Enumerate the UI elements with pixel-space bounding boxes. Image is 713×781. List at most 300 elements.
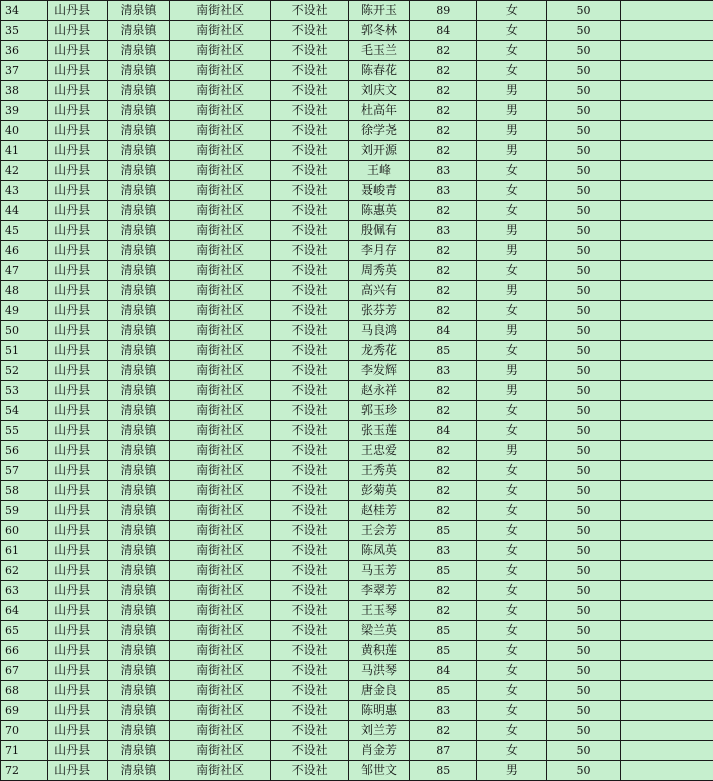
town-cell[interactable]: 清泉镇	[108, 481, 170, 501]
community-cell[interactable]: 南街社区	[170, 381, 271, 401]
name-cell[interactable]: 王会芳	[348, 521, 409, 541]
table-row[interactable]	[1, 381, 713, 401]
name-cell[interactable]: 肖金芳	[348, 741, 409, 761]
community-cell[interactable]: 南街社区	[170, 101, 271, 121]
row-number-cell[interactable]: 71	[1, 741, 48, 761]
name-cell[interactable]: 赵永祥	[348, 381, 409, 401]
town-cell[interactable]: 清泉镇	[108, 661, 170, 681]
group-cell[interactable]: 不设社	[271, 461, 349, 481]
sex-cell[interactable]: 女	[477, 481, 547, 501]
amount-cell[interactable]: 50	[547, 161, 620, 181]
age-cell[interactable]: 83	[410, 361, 477, 381]
empty-cell[interactable]	[620, 441, 713, 461]
group-cell[interactable]: 不设社	[271, 21, 349, 41]
county-cell[interactable]: 山丹县	[48, 121, 108, 141]
name-cell[interactable]: 陈春花	[348, 61, 409, 81]
group-cell[interactable]: 不设社	[271, 661, 349, 681]
group-cell[interactable]: 不设社	[271, 341, 349, 361]
age-cell[interactable]: 83	[410, 541, 477, 561]
name-cell[interactable]: 王秀英	[348, 461, 409, 481]
empty-cell[interactable]	[620, 361, 713, 381]
age-cell[interactable]: 83	[410, 221, 477, 241]
table-row[interactable]	[1, 241, 713, 261]
community-cell[interactable]: 南街社区	[170, 741, 271, 761]
row-number-cell[interactable]: 40	[1, 121, 48, 141]
age-cell[interactable]: 83	[410, 181, 477, 201]
name-cell[interactable]: 王峰	[348, 161, 409, 181]
row-number-cell[interactable]: 41	[1, 141, 48, 161]
empty-cell[interactable]	[620, 41, 713, 61]
county-cell[interactable]: 山丹县	[48, 441, 108, 461]
age-cell[interactable]: 82	[410, 481, 477, 501]
row-number-cell[interactable]: 34	[1, 1, 48, 21]
sex-cell[interactable]: 男	[477, 221, 547, 241]
table-row[interactable]	[1, 741, 713, 761]
county-cell[interactable]: 山丹县	[48, 461, 108, 481]
sex-cell[interactable]: 女	[477, 1, 547, 21]
amount-cell[interactable]: 50	[547, 301, 620, 321]
name-cell[interactable]: 杜高年	[348, 101, 409, 121]
empty-cell[interactable]	[620, 381, 713, 401]
empty-cell[interactable]	[620, 661, 713, 681]
name-cell[interactable]: 李月存	[348, 241, 409, 261]
row-number-cell[interactable]: 44	[1, 201, 48, 221]
name-cell[interactable]: 刘庆文	[348, 81, 409, 101]
sex-cell[interactable]: 女	[477, 681, 547, 701]
age-cell[interactable]: 82	[410, 721, 477, 741]
table-row[interactable]	[1, 361, 713, 381]
sex-cell[interactable]: 女	[477, 621, 547, 641]
table-row[interactable]	[1, 721, 713, 741]
row-number-cell[interactable]: 51	[1, 341, 48, 361]
row-number-cell[interactable]: 64	[1, 601, 48, 621]
row-number-cell[interactable]: 59	[1, 501, 48, 521]
table-row[interactable]	[1, 501, 713, 521]
sex-cell[interactable]: 女	[477, 701, 547, 721]
amount-cell[interactable]: 50	[547, 581, 620, 601]
county-cell[interactable]: 山丹县	[48, 561, 108, 581]
age-cell[interactable]: 82	[410, 501, 477, 521]
county-cell[interactable]: 山丹县	[48, 681, 108, 701]
group-cell[interactable]: 不设社	[271, 521, 349, 541]
town-cell[interactable]: 清泉镇	[108, 461, 170, 481]
community-cell[interactable]: 南街社区	[170, 461, 271, 481]
amount-cell[interactable]: 50	[547, 401, 620, 421]
town-cell[interactable]: 清泉镇	[108, 701, 170, 721]
community-cell[interactable]: 南街社区	[170, 141, 271, 161]
name-cell[interactable]: 赵桂芳	[348, 501, 409, 521]
county-cell[interactable]: 山丹县	[48, 1, 108, 21]
town-cell[interactable]: 清泉镇	[108, 381, 170, 401]
sex-cell[interactable]: 女	[477, 601, 547, 621]
empty-cell[interactable]	[620, 301, 713, 321]
table-row[interactable]	[1, 301, 713, 321]
group-cell[interactable]: 不设社	[271, 361, 349, 381]
sex-cell[interactable]: 女	[477, 501, 547, 521]
community-cell[interactable]: 南街社区	[170, 361, 271, 381]
name-cell[interactable]: 陈明惠	[348, 701, 409, 721]
sex-cell[interactable]: 女	[477, 581, 547, 601]
sex-cell[interactable]: 女	[477, 561, 547, 581]
community-cell[interactable]: 南街社区	[170, 21, 271, 41]
empty-cell[interactable]	[620, 501, 713, 521]
table-row[interactable]	[1, 121, 713, 141]
sex-cell[interactable]: 女	[477, 41, 547, 61]
age-cell[interactable]: 84	[410, 21, 477, 41]
community-cell[interactable]: 南街社区	[170, 41, 271, 61]
community-cell[interactable]: 南街社区	[170, 1, 271, 21]
amount-cell[interactable]: 50	[547, 501, 620, 521]
name-cell[interactable]: 李发辉	[348, 361, 409, 381]
sex-cell[interactable]: 女	[477, 161, 547, 181]
county-cell[interactable]: 山丹县	[48, 501, 108, 521]
table-row[interactable]	[1, 101, 713, 121]
community-cell[interactable]: 南街社区	[170, 201, 271, 221]
row-number-cell[interactable]: 46	[1, 241, 48, 261]
county-cell[interactable]: 山丹县	[48, 201, 108, 221]
amount-cell[interactable]: 50	[547, 641, 620, 661]
county-cell[interactable]: 山丹县	[48, 341, 108, 361]
age-cell[interactable]: 84	[410, 661, 477, 681]
amount-cell[interactable]: 50	[547, 681, 620, 701]
age-cell[interactable]: 82	[410, 81, 477, 101]
row-number-cell[interactable]: 39	[1, 101, 48, 121]
name-cell[interactable]: 聂峻青	[348, 181, 409, 201]
group-cell[interactable]: 不设社	[271, 501, 349, 521]
empty-cell[interactable]	[620, 481, 713, 501]
empty-cell[interactable]	[620, 721, 713, 741]
empty-cell[interactable]	[620, 161, 713, 181]
empty-cell[interactable]	[620, 21, 713, 41]
community-cell[interactable]: 南街社区	[170, 661, 271, 681]
empty-cell[interactable]	[620, 421, 713, 441]
name-cell[interactable]: 唐金良	[348, 681, 409, 701]
age-cell[interactable]: 82	[410, 401, 477, 421]
row-number-cell[interactable]: 37	[1, 61, 48, 81]
community-cell[interactable]: 南街社区	[170, 161, 271, 181]
town-cell[interactable]: 清泉镇	[108, 721, 170, 741]
sex-cell[interactable]: 男	[477, 281, 547, 301]
town-cell[interactable]: 清泉镇	[108, 641, 170, 661]
group-cell[interactable]: 不设社	[271, 381, 349, 401]
community-cell[interactable]: 南街社区	[170, 321, 271, 341]
age-cell[interactable]: 82	[410, 461, 477, 481]
community-cell[interactable]: 南街社区	[170, 261, 271, 281]
table-row[interactable]	[1, 421, 713, 441]
amount-cell[interactable]: 50	[547, 481, 620, 501]
town-cell[interactable]: 清泉镇	[108, 441, 170, 461]
town-cell[interactable]: 清泉镇	[108, 561, 170, 581]
group-cell[interactable]: 不设社	[271, 61, 349, 81]
amount-cell[interactable]: 50	[547, 341, 620, 361]
row-number-cell[interactable]: 56	[1, 441, 48, 461]
age-cell[interactable]: 82	[410, 601, 477, 621]
sex-cell[interactable]: 女	[477, 61, 547, 81]
name-cell[interactable]: 黄积莲	[348, 641, 409, 661]
community-cell[interactable]: 南街社区	[170, 521, 271, 541]
community-cell[interactable]: 南街社区	[170, 601, 271, 621]
community-cell[interactable]: 南街社区	[170, 681, 271, 701]
group-cell[interactable]: 不设社	[271, 761, 349, 781]
age-cell[interactable]: 82	[410, 301, 477, 321]
amount-cell[interactable]: 50	[547, 141, 620, 161]
county-cell[interactable]: 山丹县	[48, 581, 108, 601]
town-cell[interactable]: 清泉镇	[108, 201, 170, 221]
table-row[interactable]	[1, 341, 713, 361]
row-number-cell[interactable]: 48	[1, 281, 48, 301]
amount-cell[interactable]: 50	[547, 461, 620, 481]
community-cell[interactable]: 南街社区	[170, 481, 271, 501]
town-cell[interactable]: 清泉镇	[108, 741, 170, 761]
empty-cell[interactable]	[620, 741, 713, 761]
age-cell[interactable]: 84	[410, 321, 477, 341]
county-cell[interactable]: 山丹县	[48, 361, 108, 381]
empty-cell[interactable]	[620, 261, 713, 281]
sex-cell[interactable]: 女	[477, 541, 547, 561]
community-cell[interactable]: 南街社区	[170, 181, 271, 201]
row-number-cell[interactable]: 65	[1, 621, 48, 641]
row-number-cell[interactable]: 66	[1, 641, 48, 661]
sex-cell[interactable]: 女	[477, 661, 547, 681]
table-row[interactable]	[1, 581, 713, 601]
county-cell[interactable]: 山丹县	[48, 61, 108, 81]
sex-cell[interactable]: 男	[477, 141, 547, 161]
amount-cell[interactable]: 50	[547, 101, 620, 121]
age-cell[interactable]: 82	[410, 241, 477, 261]
age-cell[interactable]: 85	[410, 681, 477, 701]
sex-cell[interactable]: 女	[477, 461, 547, 481]
table-row[interactable]	[1, 761, 713, 781]
empty-cell[interactable]	[620, 121, 713, 141]
community-cell[interactable]: 南街社区	[170, 541, 271, 561]
name-cell[interactable]: 刘开源	[348, 141, 409, 161]
name-cell[interactable]: 郭冬林	[348, 21, 409, 41]
sex-cell[interactable]: 男	[477, 441, 547, 461]
county-cell[interactable]: 山丹县	[48, 101, 108, 121]
amount-cell[interactable]: 50	[547, 741, 620, 761]
row-number-cell[interactable]: 35	[1, 21, 48, 41]
empty-cell[interactable]	[620, 621, 713, 641]
group-cell[interactable]: 不设社	[271, 541, 349, 561]
community-cell[interactable]: 南街社区	[170, 221, 271, 241]
table-row[interactable]	[1, 541, 713, 561]
town-cell[interactable]: 清泉镇	[108, 501, 170, 521]
community-cell[interactable]: 南街社区	[170, 501, 271, 521]
sex-cell[interactable]: 女	[477, 301, 547, 321]
community-cell[interactable]: 南街社区	[170, 341, 271, 361]
town-cell[interactable]: 清泉镇	[108, 321, 170, 341]
town-cell[interactable]: 清泉镇	[108, 521, 170, 541]
community-cell[interactable]: 南街社区	[170, 121, 271, 141]
empty-cell[interactable]	[620, 281, 713, 301]
county-cell[interactable]: 山丹县	[48, 381, 108, 401]
town-cell[interactable]: 清泉镇	[108, 281, 170, 301]
county-cell[interactable]: 山丹县	[48, 641, 108, 661]
county-cell[interactable]: 山丹县	[48, 621, 108, 641]
town-cell[interactable]: 清泉镇	[108, 261, 170, 281]
group-cell[interactable]: 不设社	[271, 1, 349, 21]
community-cell[interactable]: 南街社区	[170, 281, 271, 301]
empty-cell[interactable]	[620, 521, 713, 541]
name-cell[interactable]: 彭菊英	[348, 481, 409, 501]
sex-cell[interactable]: 女	[477, 741, 547, 761]
group-cell[interactable]: 不设社	[271, 601, 349, 621]
group-cell[interactable]: 不设社	[271, 301, 349, 321]
town-cell[interactable]: 清泉镇	[108, 1, 170, 21]
town-cell[interactable]: 清泉镇	[108, 621, 170, 641]
row-number-cell[interactable]: 69	[1, 701, 48, 721]
name-cell[interactable]: 陈凤英	[348, 541, 409, 561]
name-cell[interactable]: 马良鸿	[348, 321, 409, 341]
sex-cell[interactable]: 男	[477, 361, 547, 381]
table-row[interactable]	[1, 321, 713, 341]
group-cell[interactable]: 不设社	[271, 321, 349, 341]
sex-cell[interactable]: 男	[477, 81, 547, 101]
community-cell[interactable]: 南街社区	[170, 581, 271, 601]
amount-cell[interactable]: 50	[547, 281, 620, 301]
sex-cell[interactable]: 男	[477, 321, 547, 341]
table-row[interactable]	[1, 141, 713, 161]
sex-cell[interactable]: 男	[477, 101, 547, 121]
row-number-cell[interactable]: 42	[1, 161, 48, 181]
county-cell[interactable]: 山丹县	[48, 721, 108, 741]
empty-cell[interactable]	[620, 681, 713, 701]
sex-cell[interactable]: 女	[477, 401, 547, 421]
county-cell[interactable]: 山丹县	[48, 21, 108, 41]
town-cell[interactable]: 清泉镇	[108, 301, 170, 321]
table-row[interactable]	[1, 21, 713, 41]
table-row[interactable]	[1, 601, 713, 621]
row-number-cell[interactable]: 49	[1, 301, 48, 321]
amount-cell[interactable]: 50	[547, 361, 620, 381]
town-cell[interactable]: 清泉镇	[108, 121, 170, 141]
sex-cell[interactable]: 女	[477, 421, 547, 441]
town-cell[interactable]: 清泉镇	[108, 241, 170, 261]
row-number-cell[interactable]: 58	[1, 481, 48, 501]
community-cell[interactable]: 南街社区	[170, 241, 271, 261]
sex-cell[interactable]: 女	[477, 21, 547, 41]
age-cell[interactable]: 89	[410, 1, 477, 21]
community-cell[interactable]: 南街社区	[170, 81, 271, 101]
group-cell[interactable]: 不设社	[271, 141, 349, 161]
county-cell[interactable]: 山丹县	[48, 541, 108, 561]
community-cell[interactable]: 南街社区	[170, 441, 271, 461]
age-cell[interactable]: 83	[410, 701, 477, 721]
amount-cell[interactable]: 50	[547, 21, 620, 41]
county-cell[interactable]: 山丹县	[48, 741, 108, 761]
name-cell[interactable]: 徐学尧	[348, 121, 409, 141]
group-cell[interactable]: 不设社	[271, 481, 349, 501]
county-cell[interactable]: 山丹县	[48, 41, 108, 61]
town-cell[interactable]: 清泉镇	[108, 141, 170, 161]
name-cell[interactable]: 马洪琴	[348, 661, 409, 681]
group-cell[interactable]: 不设社	[271, 281, 349, 301]
town-cell[interactable]: 清泉镇	[108, 541, 170, 561]
empty-cell[interactable]	[620, 761, 713, 781]
age-cell[interactable]: 87	[410, 741, 477, 761]
empty-cell[interactable]	[620, 541, 713, 561]
table-row[interactable]	[1, 281, 713, 301]
amount-cell[interactable]: 50	[547, 621, 620, 641]
table-row[interactable]	[1, 481, 713, 501]
empty-cell[interactable]	[620, 81, 713, 101]
age-cell[interactable]: 82	[410, 261, 477, 281]
name-cell[interactable]: 毛玉兰	[348, 41, 409, 61]
amount-cell[interactable]: 50	[547, 541, 620, 561]
age-cell[interactable]: 82	[410, 381, 477, 401]
county-cell[interactable]: 山丹县	[48, 241, 108, 261]
name-cell[interactable]: 王玉琴	[348, 601, 409, 621]
age-cell[interactable]: 82	[410, 141, 477, 161]
amount-cell[interactable]: 50	[547, 61, 620, 81]
group-cell[interactable]: 不设社	[271, 201, 349, 221]
empty-cell[interactable]	[620, 341, 713, 361]
sex-cell[interactable]: 女	[477, 641, 547, 661]
row-number-cell[interactable]: 36	[1, 41, 48, 61]
amount-cell[interactable]: 50	[547, 261, 620, 281]
row-number-cell[interactable]: 55	[1, 421, 48, 441]
age-cell[interactable]: 85	[410, 761, 477, 781]
amount-cell[interactable]: 50	[547, 201, 620, 221]
name-cell[interactable]: 梁兰英	[348, 621, 409, 641]
sex-cell[interactable]: 男	[477, 761, 547, 781]
town-cell[interactable]: 清泉镇	[108, 181, 170, 201]
empty-cell[interactable]	[620, 561, 713, 581]
age-cell[interactable]: 82	[410, 61, 477, 81]
empty-cell[interactable]	[620, 181, 713, 201]
empty-cell[interactable]	[620, 461, 713, 481]
table-row[interactable]	[1, 41, 713, 61]
name-cell[interactable]: 王忠爱	[348, 441, 409, 461]
group-cell[interactable]: 不设社	[271, 421, 349, 441]
amount-cell[interactable]: 50	[547, 121, 620, 141]
amount-cell[interactable]: 50	[547, 81, 620, 101]
table-row[interactable]	[1, 61, 713, 81]
empty-cell[interactable]	[620, 221, 713, 241]
county-cell[interactable]: 山丹县	[48, 761, 108, 781]
empty-cell[interactable]	[620, 241, 713, 261]
group-cell[interactable]: 不设社	[271, 161, 349, 181]
name-cell[interactable]: 邹世文	[348, 761, 409, 781]
age-cell[interactable]: 83	[410, 161, 477, 181]
table-row[interactable]	[1, 681, 713, 701]
sex-cell[interactable]: 女	[477, 521, 547, 541]
age-cell[interactable]: 82	[410, 441, 477, 461]
county-cell[interactable]: 山丹县	[48, 301, 108, 321]
community-cell[interactable]: 南街社区	[170, 721, 271, 741]
group-cell[interactable]: 不设社	[271, 101, 349, 121]
name-cell[interactable]: 陈惠英	[348, 201, 409, 221]
amount-cell[interactable]: 50	[547, 721, 620, 741]
row-number-cell[interactable]: 38	[1, 81, 48, 101]
age-cell[interactable]: 82	[410, 101, 477, 121]
row-number-cell[interactable]: 63	[1, 581, 48, 601]
amount-cell[interactable]: 50	[547, 381, 620, 401]
group-cell[interactable]: 不设社	[271, 81, 349, 101]
amount-cell[interactable]: 50	[547, 761, 620, 781]
table-row[interactable]	[1, 261, 713, 281]
age-cell[interactable]: 85	[410, 521, 477, 541]
age-cell[interactable]: 85	[410, 341, 477, 361]
empty-cell[interactable]	[620, 701, 713, 721]
empty-cell[interactable]	[620, 61, 713, 81]
county-cell[interactable]: 山丹县	[48, 141, 108, 161]
sex-cell[interactable]: 女	[477, 341, 547, 361]
group-cell[interactable]: 不设社	[271, 681, 349, 701]
name-cell[interactable]: 周秀英	[348, 261, 409, 281]
table-row[interactable]	[1, 401, 713, 421]
table-row[interactable]	[1, 1, 713, 21]
